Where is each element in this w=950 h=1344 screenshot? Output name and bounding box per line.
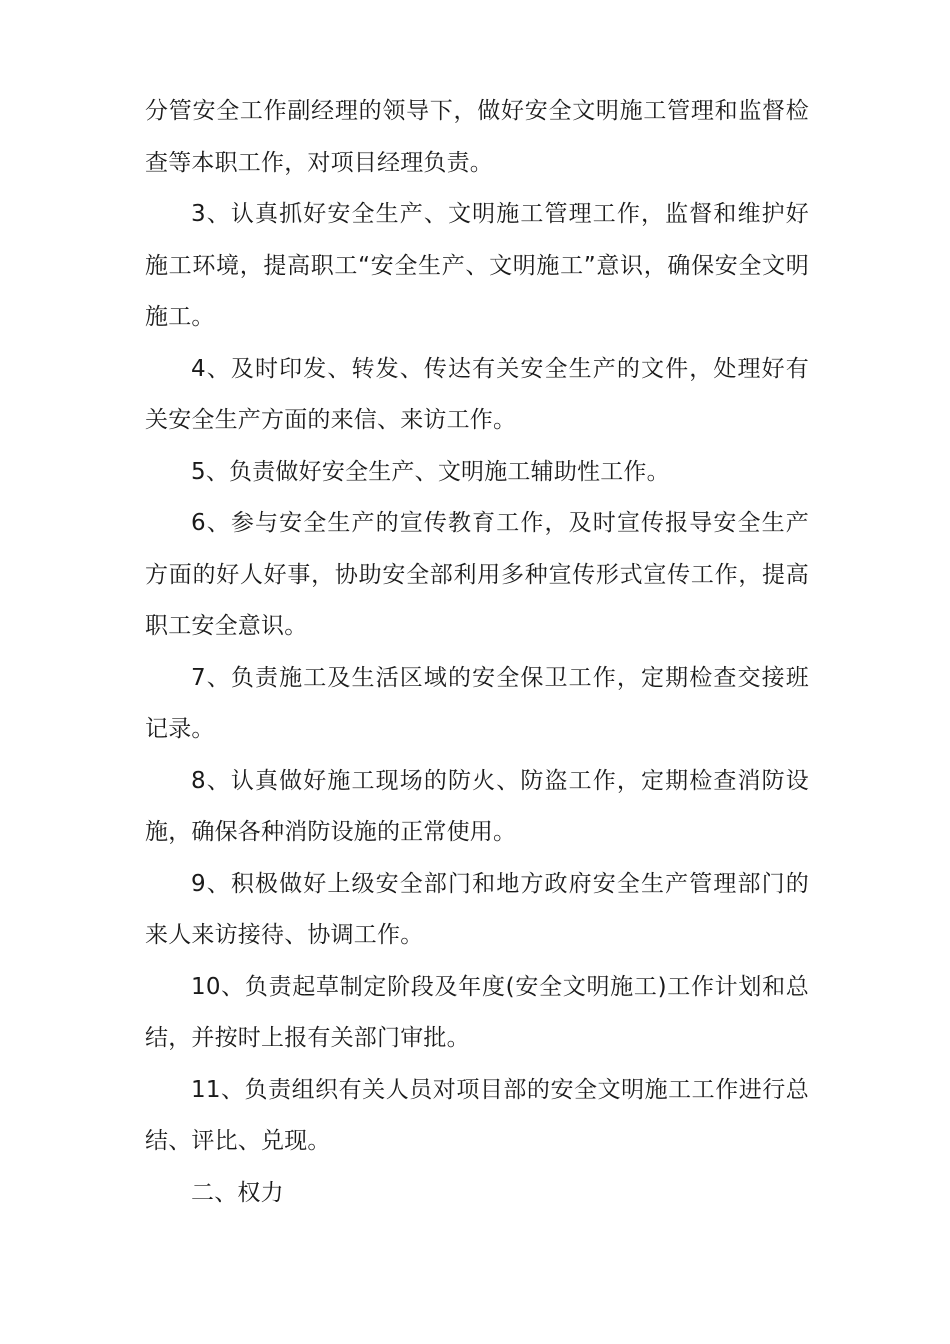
paragraph-item-5: 5、负责做好安全生产、文明施工辅助性工作。	[191, 458, 670, 485]
paragraph-item-7: 7、负责施工及生活区域的安全保卫工作，定期检查交接班记录。	[145, 664, 809, 742]
paragraph-item-8: 8、认真做好施工现场的防火、防盗工作，定期检查消防设施，确保各种消防设施的正常使用。	[145, 767, 809, 845]
paragraph-item-3: 3、认真抓好安全生产、文明施工管理工作，监督和维护好施工环境，提高职工“安全生产、文明施工”意识，确保安全文明施工。	[145, 201, 809, 330]
section-heading-authority: 二、权力	[191, 1179, 284, 1206]
paragraph-item-11: 11、负责组织有关人员对项目部的安全文明施工工作进行总结、评比、兑现。	[145, 1076, 809, 1154]
paragraph-item-9: 9、积极做好上级安全部门和地方政府安全生产管理部门的来人来访接待、协调工作。	[145, 870, 809, 948]
document-body	[145, 86, 809, 1219]
paragraph-continuation: 分管安全工作副经理的领导下，做好安全文明施工管理和监督检查等本职工作，对项目经理负责。	[145, 98, 809, 176]
paragraph-item-10: 10、负责起草制定阶段及年度(安全文明施工)工作计划和总结，并按时上报有关部门审批。	[145, 973, 809, 1051]
paragraph-item-4: 4、及时印发、转发、传达有关安全生产的文件，处理好有关安全生产方面的来信、来访工作。	[145, 355, 809, 433]
paragraph-item-6: 6、参与安全生产的宣传教育工作，及时宣传报导安全生产方面的好人好事，协助安全部利用多种宣传形式宣传工作，提高职工安全意识。	[145, 510, 809, 639]
